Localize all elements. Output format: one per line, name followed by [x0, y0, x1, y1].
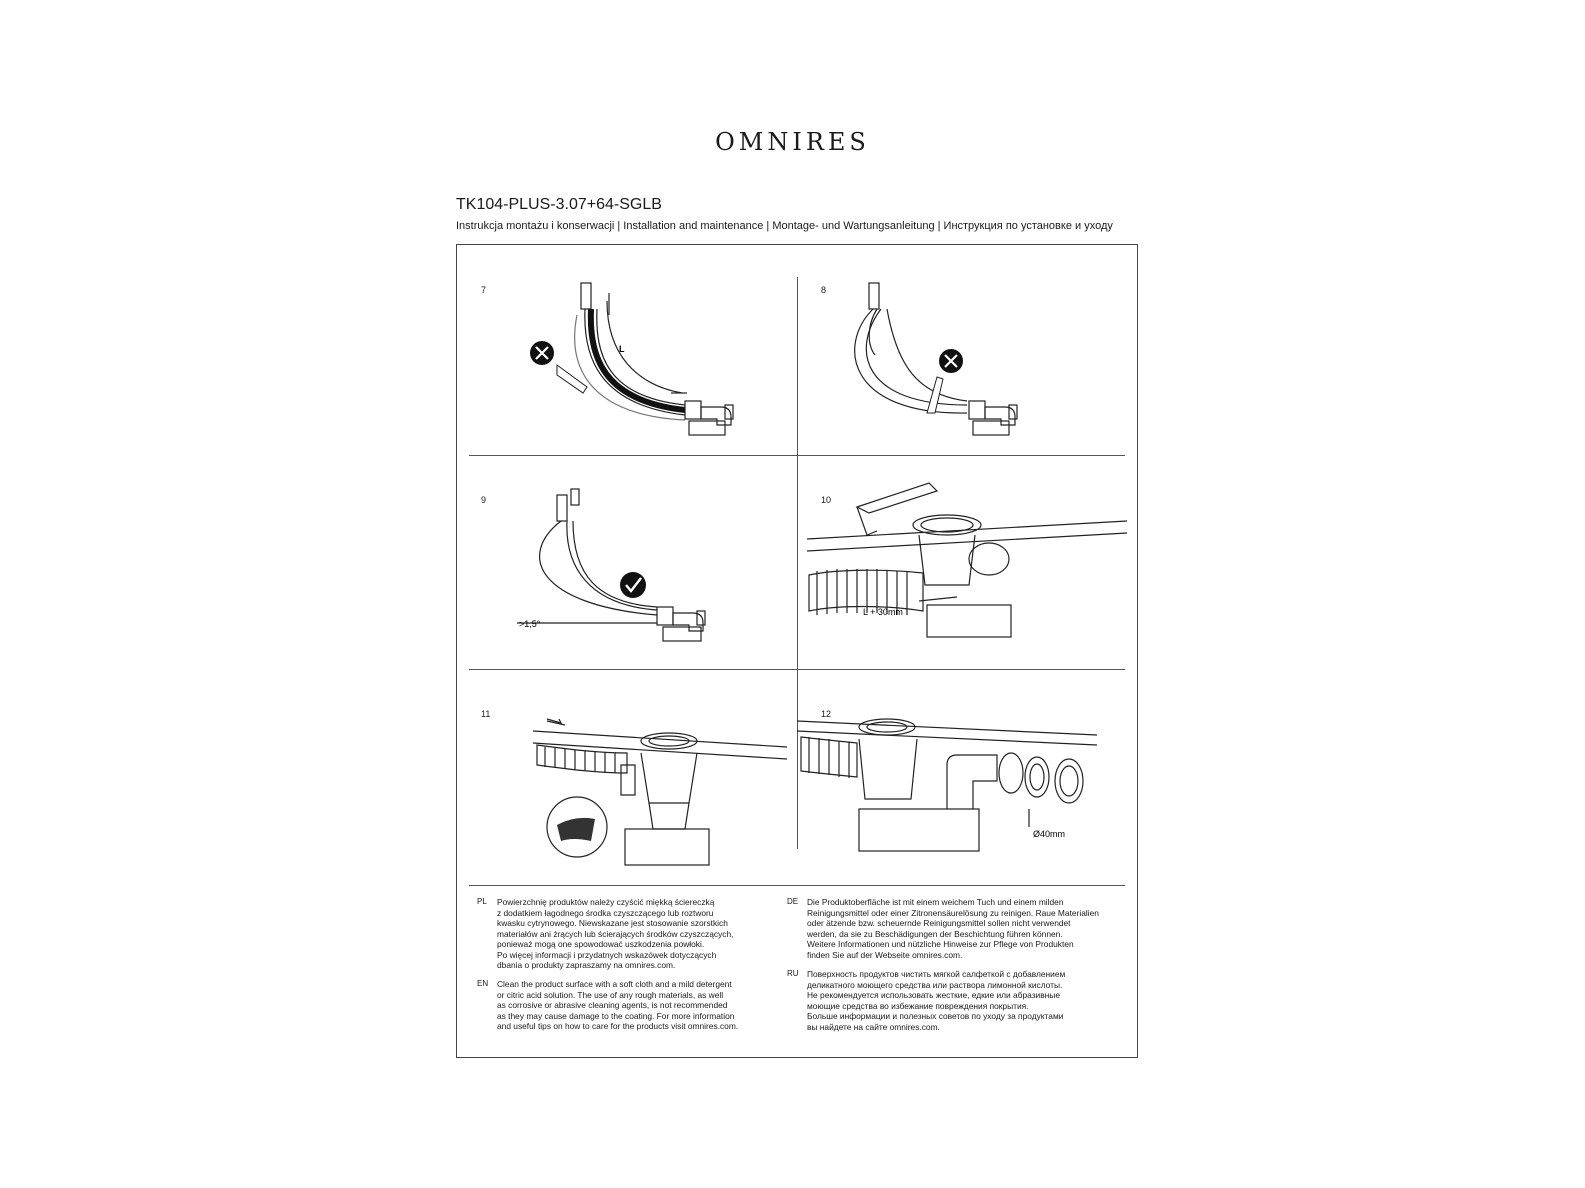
care-text: Powierzchnię produktów należy czyścić miękką ściereczką z dodatkiem łagodnego środka czyszczącego lub roztworu kwasku cytrynowego. Niewskazane jest stosowanie szorstkich materiałów ani żrących lub ścierających środków czyszczących, ponieważ mogą one spowodować uszkodzenia powłoki. Po więcej informacji i przydatnych wskazówek dotyczących dbania o produkty zapraszamy na omnires.com.: [497, 897, 734, 970]
length-label: L: [619, 344, 625, 354]
step-7-illustration: [457, 245, 797, 455]
step-10-panel: [797, 455, 1137, 673]
angle-label: >1,5°: [519, 619, 541, 629]
step-10-illustration: [797, 455, 1137, 669]
step-8-illustration: [797, 245, 1137, 455]
lang-code: DE: [787, 897, 799, 906]
document-subtitle: Instrukcja montażu i konserwacji | Installation and maintenance | Montage- und Wartungsanleitung | Инструкция по установке и уходу: [456, 220, 1113, 232]
brand-logo: OMNIRES: [715, 128, 870, 156]
check-icon: [620, 572, 646, 598]
step-9-panel: [457, 455, 797, 673]
care-text: Поверхность продуктов чистить мягкой салфеткой с добавлением деликатного моющего средства или раствора лимонной кислоты. Не рекомендуется использовать жесткие, едкие или абразивные моющие средства во избежание повреждения покрытия. Больше информации и полезных советов по уходу за продуктами вы найдете на сайте omnires.com.: [807, 969, 1066, 1032]
step-number: 12: [821, 709, 832, 719]
step-11-illustration: [457, 669, 797, 883]
step-12-panel: [797, 669, 1137, 887]
step-number: 7: [481, 285, 487, 295]
step-number: 9: [481, 495, 487, 505]
lang-code: RU: [787, 969, 799, 978]
step-9-illustration: [457, 455, 797, 669]
step-12-illustration: [797, 669, 1137, 883]
care-text: Die Produktoberfläche ist mit einem weichem Tuch und einem milden Reinigungsmittel oder einer Zitronensäurelösung zu reinigen. Raue Materialien oder ätzende bzw. scheuernde Reinigungsmittel sollen nicht verwendet werden, da sie zu Beschädigungen der Beschichtung führen können. Weitere Informationen und nützliche Hinweise zur Pflege von Produkten finden Sie auf der Webseite omnires.com.: [807, 897, 1099, 960]
step-number: 11: [481, 709, 491, 719]
step-11-panel: [457, 669, 797, 887]
step-7-panel: [457, 245, 797, 463]
step-8-panel: [797, 245, 1137, 463]
instruction-frame: [456, 244, 1138, 1058]
lang-code: EN: [477, 979, 489, 988]
step-number: 10: [821, 495, 832, 505]
lang-code: PL: [477, 897, 487, 906]
diameter-label: Ø40mm: [1033, 829, 1066, 839]
care-text: Clean the product surface with a soft cloth and a mild detergent or citric acid solution. The use of any rough materials, as well as corrosive or abrasive cleaning agents, is not recommended as they may cause damage to the coating. For more information and useful tips on how to care for the products visit omnires.com.: [497, 979, 739, 1031]
cut-length-label: L + 30mm: [863, 607, 903, 617]
step-number: 8: [821, 285, 827, 295]
model-number: TK104-PLUS-3.07+64-SGLB: [456, 196, 662, 213]
